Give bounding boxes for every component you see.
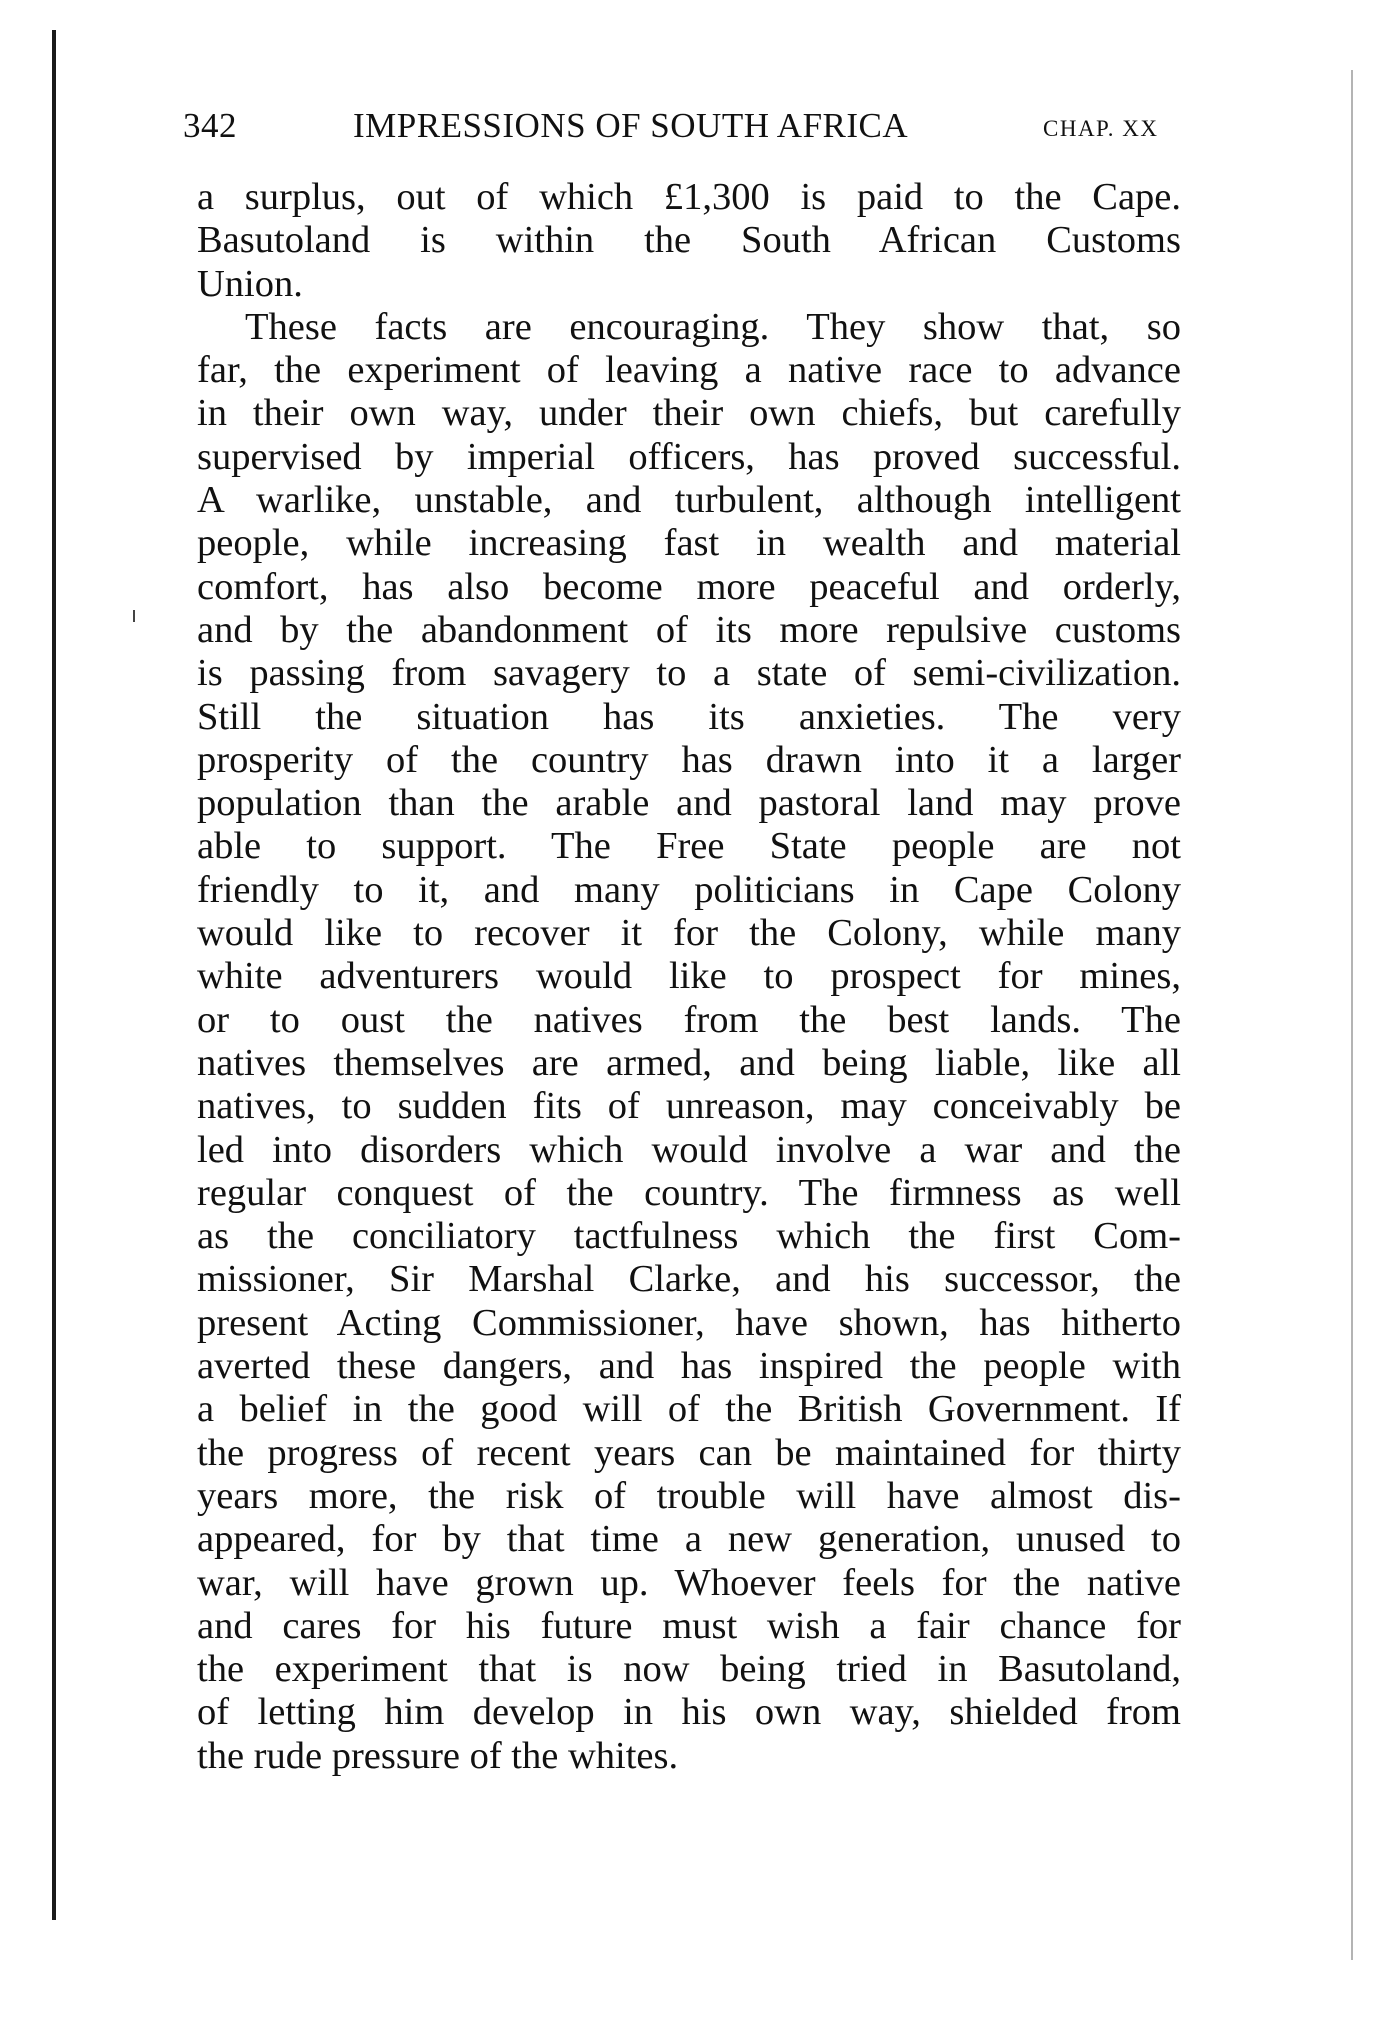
body-text — [197, 176, 1181, 1778]
text-line: the experiment that is now being tried in Basutoland, — [197, 1648, 1181, 1691]
text-line: a surplus, out of which £1,300 is paid to the Cape. — [197, 176, 1181, 218]
text-line: is passing from savagery to a state of semi-civilization. — [197, 652, 1181, 695]
text-line: people, while increasing fast in wealth and material — [197, 522, 1181, 565]
text-line: war, will have grown up. Whoever feels for the native — [197, 1561, 1181, 1604]
text-line: would like to recover it for the Colony, while many — [197, 912, 1181, 955]
text-line: friendly to it, and many politicians in Cape Colony — [197, 868, 1181, 911]
text-line: regular conquest of the country. The firmness as well — [197, 1171, 1181, 1214]
text-line: and cares for his future must wish a fair chance for — [197, 1604, 1181, 1647]
text-line: Basutoland is within the South African Customs — [197, 219, 1181, 262]
scan-edge-left — [52, 30, 56, 1920]
text-line: A warlike, unstable, and turbulent, although intelligent — [197, 479, 1181, 522]
text-line: and by the abandonment of its more repulsive customs — [197, 608, 1181, 651]
text-line: Union. — [197, 262, 303, 305]
text-line: far, the experiment of leaving a native race to advance — [197, 349, 1181, 392]
text-line: natives, to sudden fits of unreason, may conceivably be — [197, 1085, 1181, 1128]
text-line: the progress of recent years can be maintained for thirty — [197, 1431, 1181, 1474]
text-line: missioner, Sir Marshal Clarke, and his successor, the — [197, 1258, 1181, 1301]
text-line: present Acting Commissioner, have shown, has hitherto — [197, 1301, 1181, 1344]
text-line: white adventurers would like to prospect for mines, — [197, 955, 1181, 998]
text-line: in their own way, under their own chiefs, but carefully — [197, 392, 1181, 435]
text-line: prosperity of the country has drawn into it a larger — [197, 738, 1181, 781]
running-title: IMPRESSIONS OF SOUTH AFRICA — [353, 106, 909, 145]
scan-edge-right — [1351, 70, 1353, 1960]
text-line: averted these dangers, and has inspired the people with — [197, 1345, 1181, 1388]
text-line: led into disorders which would involve a war and the — [197, 1128, 1181, 1171]
text-line: a belief in the good will of the British Government. If — [197, 1388, 1181, 1431]
text-line: population than the arable and pastoral land may prove — [197, 782, 1181, 825]
text-line: natives themselves are armed, and being liable, like all — [197, 1041, 1181, 1084]
text-line: as the conciliatory tactfulness which the first Com- — [197, 1215, 1181, 1258]
text-line: able to support. The Free State people are not — [197, 825, 1181, 868]
text-line: years more, the risk of trouble will have almost dis- — [197, 1474, 1181, 1517]
text-line: of letting him develop in his own way, shielded from — [197, 1691, 1181, 1734]
text-line: supervised by imperial officers, has proved successful. — [197, 435, 1181, 478]
text-line: These facts are encouraging. They show that, so — [245, 305, 1181, 348]
scan-speck — [133, 610, 135, 622]
text-line: the rude pressure of the whites. — [197, 1734, 679, 1777]
chapter-reference: CHAP. XX — [1043, 116, 1159, 141]
text-line: Still the situation has its anxieties. The very — [197, 695, 1181, 738]
page-number: 342 — [183, 106, 237, 145]
text-line: comfort, has also become more peaceful and orderly, — [197, 565, 1181, 608]
text-line: or to oust the natives from the best lands. The — [197, 998, 1181, 1041]
text-line: appeared, for by that time a new generation, unused to — [197, 1518, 1181, 1561]
running-head — [183, 106, 1183, 150]
